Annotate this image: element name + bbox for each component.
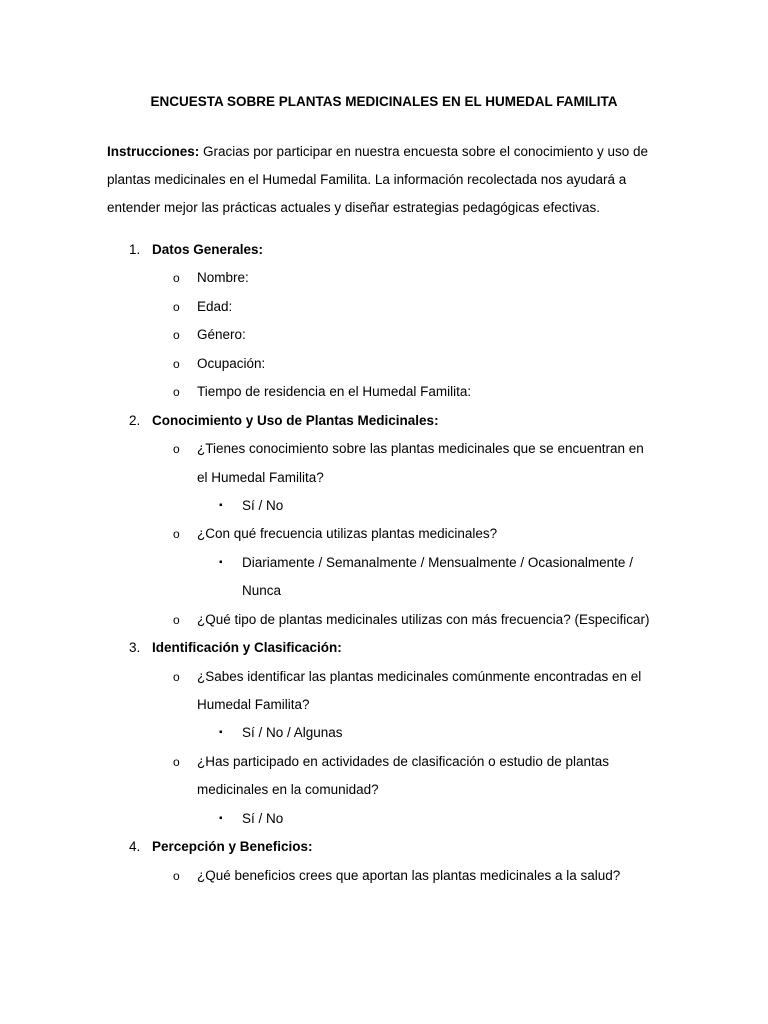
square-bullet-icon: ▪ — [219, 499, 223, 511]
document-title: ENCUESTA SOBRE PLANTAS MEDICINALES EN EL HUMEDAL FAMILITA — [150, 94, 618, 109]
question-text: Humedal Familita? — [197, 697, 310, 712]
field-label: Ocupación: — [197, 355, 266, 371]
circle-bullet-icon: o — [173, 299, 180, 314]
circle-bullet-icon: o — [173, 328, 180, 343]
instructions-paragraph — [107, 138, 667, 223]
question-item — [0, 748, 768, 776]
answer-option — [0, 492, 768, 520]
circle-bullet-icon: o — [173, 442, 180, 457]
circle-bullet-icon: o — [173, 868, 180, 883]
list-item — [0, 264, 768, 292]
question-continuation — [0, 691, 768, 719]
section-heading — [0, 833, 768, 861]
question-text: ¿Qué tipo de plantas medicinales utilizas con más frecuencia? (Especificar) — [197, 611, 650, 627]
answer-option — [0, 719, 768, 747]
instructions-text: Gracias por participar en nuestra encuesta sobre el conocimiento y uso de plantas medicinales en el Humedal Familita. La información recolectada nos ayudará a entender mejor las prácticas actuales y diseñar estrategias pedagógicas efectivas. — [107, 144, 649, 216]
circle-bullet-icon: o — [173, 754, 180, 769]
list-item — [0, 321, 768, 349]
section-title: Identificación y Clasificación: — [152, 640, 342, 656]
answer-continuation — [0, 577, 768, 605]
circle-bullet-icon: o — [173, 385, 180, 400]
section-title: Conocimiento y Uso de Plantas Medicinales: — [152, 412, 439, 428]
question-text: ¿Has participado en actividades de clasificación o estudio de plantas — [197, 753, 609, 769]
square-bullet-icon: ▪ — [219, 556, 223, 568]
answer-option — [0, 805, 768, 833]
survey-list — [0, 236, 768, 890]
field-label: Nombre: — [197, 270, 249, 286]
question-item — [0, 862, 768, 890]
circle-bullet-icon: o — [173, 527, 180, 542]
section-number: 1. — [129, 242, 141, 257]
question-text: ¿Sabes identificar las plantas medicinales comúnmente encontradas en el — [197, 668, 642, 684]
list-item — [0, 293, 768, 321]
circle-bullet-icon: o — [173, 356, 180, 371]
section-title: Percepción y Beneficios: — [152, 839, 313, 855]
section-number: 2. — [129, 412, 141, 428]
field-label: Género: — [197, 327, 246, 343]
answer-text: Sí / No / Algunas — [242, 725, 343, 741]
question-text: ¿Con qué frecuencia utilizas plantas medicinales? — [197, 526, 498, 542]
question-item — [0, 663, 768, 691]
question-item — [0, 606, 768, 634]
field-label: Edad: — [197, 298, 233, 314]
question-item — [0, 520, 768, 548]
answer-text: Nunca — [242, 583, 282, 599]
question-text: ¿Tienes conocimiento sobre las plantas medicinales que se encuentran en — [197, 441, 644, 457]
square-bullet-icon: ▪ — [219, 727, 223, 739]
list-item — [0, 350, 768, 378]
answer-text: Sí / No — [242, 810, 284, 826]
answer-text: Diariamente / Semanalmente / Mensualmente / Ocasionalmente / — [242, 554, 633, 570]
circle-bullet-icon: o — [173, 271, 180, 286]
field-label: Tiempo de residencia en el Humedal Familita: — [197, 384, 472, 400]
question-continuation — [0, 776, 768, 804]
list-item — [0, 378, 768, 406]
question-continuation — [0, 464, 768, 492]
question-text: ¿Qué beneficios crees que aportan las plantas medicinales a la salud? — [197, 867, 621, 883]
question-item — [0, 435, 768, 463]
question-text: el Humedal Familita? — [197, 469, 324, 485]
question-text: medicinales en la comunidad? — [197, 782, 379, 798]
section-heading — [0, 407, 768, 435]
circle-bullet-icon: o — [173, 669, 180, 684]
answer-text: Sí / No — [242, 497, 284, 513]
square-bullet-icon: ▪ — [219, 812, 223, 824]
section-heading — [0, 236, 768, 264]
section-heading — [0, 634, 768, 662]
instructions-label: Instrucciones: — [107, 144, 200, 159]
circle-bullet-icon: o — [173, 612, 180, 627]
answer-option — [0, 549, 768, 577]
section-title: Datos Generales: — [152, 242, 264, 257]
section-number: 4. — [129, 839, 141, 855]
section-number: 3. — [129, 640, 141, 656]
